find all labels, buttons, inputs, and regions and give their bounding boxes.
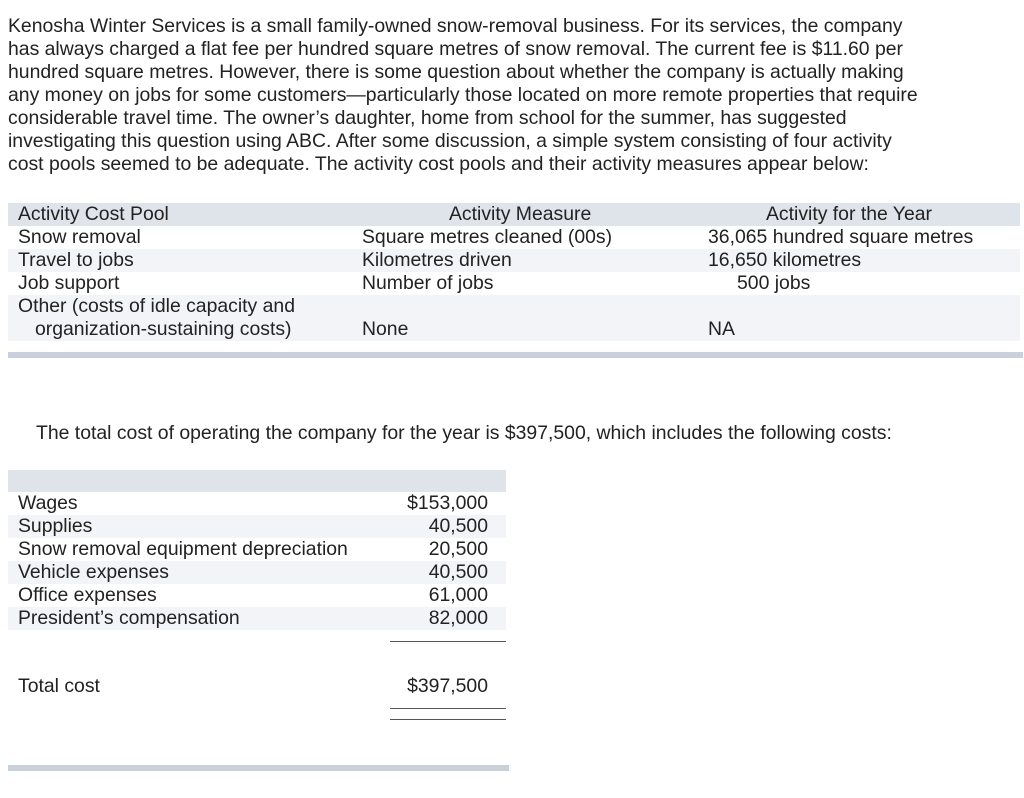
table-row <box>8 561 506 584</box>
activity-cost-pool-table <box>8 203 1020 341</box>
double-rule-top <box>390 708 506 709</box>
pool-cell: Snow removal <box>18 226 141 248</box>
intro-line: hundred square metres. However, there is some question about whether the company is actually making <box>8 61 904 83</box>
total-cost-amount: $397,500 <box>407 675 488 697</box>
activity-cell: 16,650 kilometres <box>708 249 862 271</box>
cost-amount: 82,000 <box>428 607 488 629</box>
intro-line: any money on jobs for some customers—particularly those located on more remote properties that require <box>8 84 918 106</box>
table-row <box>8 295 1020 341</box>
cost-amount: 40,500 <box>428 561 488 583</box>
total-cost-sentence: The total cost of operating the company for the year is $397,500, which includes the following costs: <box>36 422 892 444</box>
pool-cell: Job support <box>18 272 120 294</box>
intro-line: has always charged a flat fee per hundred square metres of snow removal. The current fee is $11.60 per <box>8 38 903 60</box>
cost-amount: 40,500 <box>428 515 488 537</box>
measure-cell: None <box>362 318 409 340</box>
cost-label: President’s compensation <box>18 607 240 629</box>
cost-label: Wages <box>18 492 78 514</box>
measure-cell: Square metres cleaned (00s) <box>362 226 613 248</box>
table-row <box>8 515 506 538</box>
intro-paragraph <box>8 15 1013 176</box>
total-row <box>8 675 506 698</box>
measure-cell: Kilometres driven <box>362 249 512 271</box>
table-header-row <box>8 470 506 492</box>
table-bottom-border <box>8 352 1023 358</box>
header-activity-cost-pool: Activity Cost Pool <box>18 203 169 225</box>
cost-table <box>8 470 506 630</box>
cost-amount: 61,000 <box>428 584 488 606</box>
cost-label: Office expenses <box>18 584 157 606</box>
subtotal-rule <box>390 641 506 642</box>
pool-cell-line2: organization-sustaining costs) <box>35 318 292 340</box>
cost-label: Vehicle expenses <box>18 561 169 583</box>
pool-cell: Travel to jobs <box>18 249 134 271</box>
cost-label: Snow removal equipment depreciation <box>18 538 348 560</box>
activity-cell: 36,065 hundred square metres <box>708 226 974 248</box>
activity-cell: NA <box>708 318 735 340</box>
double-rule-bottom <box>390 719 506 720</box>
cost-amount: $153,000 <box>407 492 488 514</box>
intro-line: Kenosha Winter Services is a small family-owned snow-removal business. For its services, the company <box>8 15 903 37</box>
intro-line: cost pools seemed to be adequate. The activity cost pools and their activity measures appear below: <box>8 153 869 175</box>
table-header-row <box>8 203 1020 226</box>
cost-label: Supplies <box>18 515 93 537</box>
table-row <box>8 492 506 515</box>
header-activity-for-year: Activity for the Year <box>766 203 932 225</box>
table-bottom-border <box>8 765 509 771</box>
table-row <box>8 584 506 607</box>
table-row <box>8 226 1020 249</box>
cost-amount: 20,500 <box>428 538 488 560</box>
table-row <box>8 272 1020 295</box>
table-row <box>8 607 506 630</box>
intro-line: investigating this question using ABC. After some discussion, a simple system consisting of four activity <box>8 130 892 152</box>
header-activity-measure: Activity Measure <box>449 203 592 225</box>
pool-cell-line1: Other (costs of idle capacity and <box>18 295 295 317</box>
intro-line: considerable travel time. The owner’s daughter, home from school for the summer, has suggested <box>8 107 847 129</box>
pool-cell <box>18 295 295 341</box>
measure-cell: Number of jobs <box>362 272 494 294</box>
table-row <box>8 538 506 561</box>
activity-cell: 500 jobs <box>737 272 811 294</box>
table-row <box>8 249 1020 272</box>
total-cost-label: Total cost <box>18 675 100 697</box>
